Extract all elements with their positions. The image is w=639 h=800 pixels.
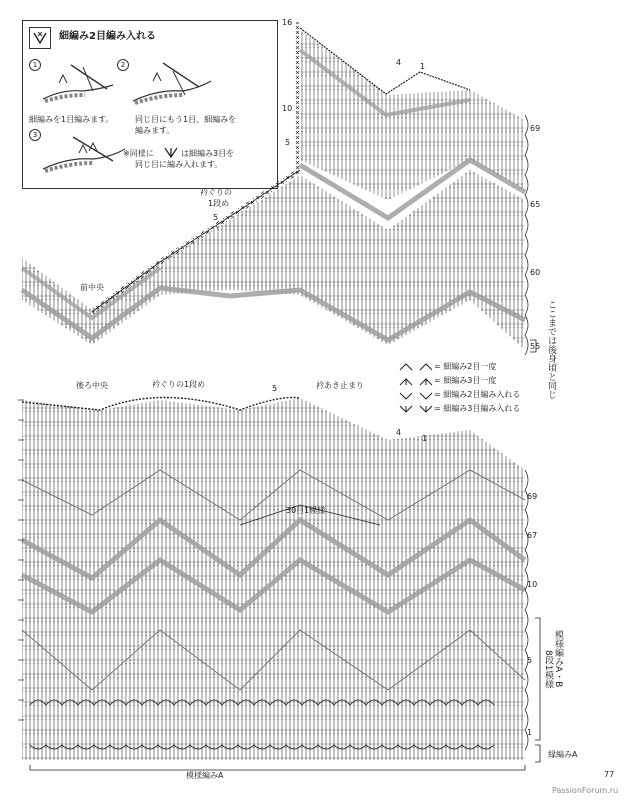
legend-item-3: = 細編み2目編み入れる bbox=[434, 390, 521, 399]
step-2-text-line2: 編みます。 bbox=[135, 126, 175, 135]
upper-row-5: 5 bbox=[285, 138, 291, 147]
lower-row-10: 10 bbox=[527, 580, 538, 589]
pattern-side-label-line1: 模様編みA・B bbox=[553, 630, 563, 688]
lower-row-1: 1 bbox=[422, 434, 428, 443]
placket-label: 衿あき止まり bbox=[316, 381, 364, 390]
step-1-text: 細編みを1目編みます。 bbox=[29, 115, 114, 124]
upper-row-65: 65 bbox=[530, 200, 541, 209]
page-number: 77 bbox=[604, 770, 615, 779]
lower-row-4: 4 bbox=[396, 428, 402, 437]
lower-row-5: 5 bbox=[527, 656, 533, 665]
back-center-label: 後ろ中央 bbox=[76, 381, 108, 390]
upper-row-4: 4 bbox=[396, 58, 402, 67]
upper-row-10: 10 bbox=[282, 104, 293, 113]
pattern-side-label-line2: 8段1模様 bbox=[543, 650, 553, 689]
upper-row-69: 69 bbox=[530, 124, 541, 133]
note-line1-pre: ※同様に bbox=[123, 149, 154, 158]
lower-row-67: 67 bbox=[527, 531, 538, 540]
watermark: PassionForum.ru bbox=[552, 786, 619, 795]
inset-title: 細編み2目編み入れる bbox=[59, 31, 156, 42]
note-line1-post: は細編み3目を bbox=[181, 149, 235, 158]
legend-item-4: = 細編み3目編み入れる bbox=[434, 404, 521, 413]
upper-row-1: 1 bbox=[420, 62, 426, 71]
step-3-number: 3 bbox=[29, 129, 41, 141]
lower-row-5: 5 bbox=[272, 384, 278, 393]
bottom-label: 模様編みA bbox=[186, 771, 224, 780]
legend-symbols bbox=[400, 364, 432, 412]
upper-row-16: 16 bbox=[282, 18, 293, 27]
upper-row-60: 60 bbox=[530, 268, 541, 277]
note-line2: 同じ目に編み入れます。 bbox=[135, 160, 223, 169]
legend-item-1: = 細編み2目一度 bbox=[434, 362, 497, 371]
lower-collar-row-label: 衿ぐりの1段め bbox=[152, 380, 206, 389]
lower-row-69: 69 bbox=[527, 492, 538, 501]
upper-chart bbox=[22, 22, 528, 355]
step-2-text-line1: 同じ目にもう1目、細編みを bbox=[135, 115, 237, 124]
collar-row-label-line2: 1段め bbox=[208, 199, 230, 208]
side-note: ここまでは後身頃と同じ bbox=[546, 300, 556, 399]
lower-chart bbox=[18, 398, 540, 771]
edge-label: 縁編みA bbox=[548, 750, 578, 759]
upper-row-55: 55 bbox=[530, 342, 541, 351]
step-2-number: 2 bbox=[117, 59, 129, 71]
repeat-label: 30目1模様 bbox=[286, 506, 326, 515]
lower-row-1: 1 bbox=[527, 728, 533, 737]
step-1-number: 1 bbox=[29, 59, 41, 71]
front-center-label: 前中央 bbox=[80, 283, 104, 292]
upper-row-5b: 5 bbox=[213, 213, 219, 222]
collar-row-label-line1: 衿ぐりの bbox=[200, 188, 232, 197]
legend-item-2: = 細編み3目一度 bbox=[434, 376, 497, 385]
